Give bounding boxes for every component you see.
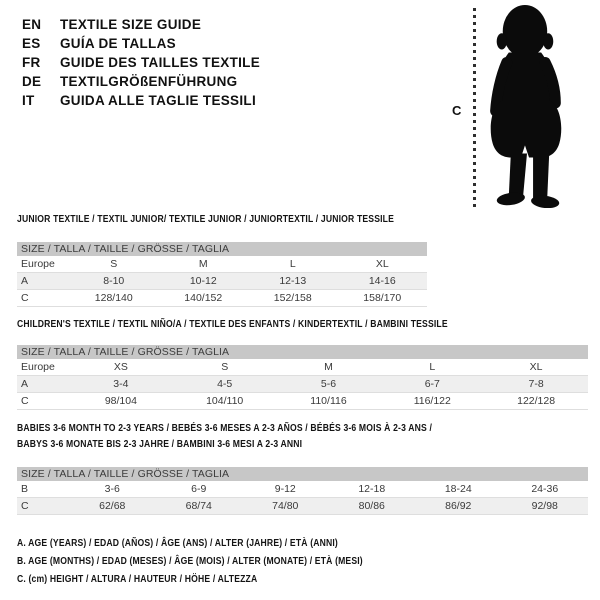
language-code: ES [22,36,41,51]
row-label: Europe [17,256,69,273]
list-item [22,72,260,91]
cell: 62/68 [69,498,156,515]
table-row [17,256,427,273]
table-row [17,376,588,393]
babies-size-table [17,467,588,515]
cell: 68/74 [156,498,243,515]
row-label: A [17,376,69,393]
cell: L [380,359,484,376]
row-label: C [17,498,69,515]
cell: 12-13 [248,273,338,290]
cell: 152/158 [248,290,338,307]
footnote-c: C. (cm) HEIGHT / ALTURA / HAUTEUR / HÖHE / ALTEZZA [17,573,258,585]
footnote-b: B. AGE (MONTHS) / EDAD (MESES) / ÂGE (MOIS) / ALTER (MONATE) / ETÀ (MESI) [17,555,363,567]
language-title: TEXTILE SIZE GUIDE [60,17,202,32]
cell: 86/92 [415,498,502,515]
footnotes [17,534,363,588]
cell: L [248,256,338,273]
row-label: B [17,481,69,498]
section-title: BABIES 3-6 MONTH TO 2-3 YEARS / BEBÉS 3-6 MESES A 2-3 AÑOS / BÉBÉS 3-6 MOIS À 2-3 ANS / [17,422,433,434]
language-title: GUÍA DE TALLAS [60,36,176,51]
cell: M [277,359,381,376]
junior-size-table [17,242,427,307]
cell: 5-6 [277,376,381,393]
cell: 92/98 [502,498,589,515]
cell: S [173,359,277,376]
height-dashed-line [473,8,476,207]
cell: 116/122 [380,393,484,410]
cell: 6-9 [156,481,243,498]
table-row [17,481,588,498]
children-section [17,316,588,410]
language-code: FR [22,55,41,70]
cell: 6-7 [380,376,484,393]
table-row [17,393,588,410]
cell: 14-16 [338,273,428,290]
cell: 128/140 [69,290,159,307]
cell: 80/86 [329,498,416,515]
cell: 122/128 [484,393,588,410]
list-item [22,91,260,110]
cell: 158/170 [338,290,428,307]
language-title: GUIDE DES TAILLES TEXTILE [60,55,261,70]
cell: XS [69,359,173,376]
table-row [17,498,588,515]
cell: 18-24 [415,481,502,498]
footnote-a: A. AGE (YEARS) / EDAD (AÑOS) / ÂGE (ANS) / ALTER (JAHRE) / ETÀ (ANNI) [17,537,338,549]
cell: 10-12 [159,273,249,290]
cell: 3-4 [69,376,173,393]
cell: XL [338,256,428,273]
language-title-list [22,15,260,110]
babies-section [17,420,588,515]
list-item [22,34,260,53]
size-header-bar: SIZE / TALLA / TAILLE / GRÖSSE / TAGLIA [17,467,588,481]
table-row [17,273,427,290]
cell: XL [484,359,588,376]
height-measure-label: C [452,103,462,118]
cell: 7-8 [484,376,588,393]
list-item [22,15,260,34]
size-header-bar: SIZE / TALLA / TAILLE / GRÖSSE / TAGLIA [17,242,427,256]
cell: 104/110 [173,393,277,410]
row-label: A [17,273,69,290]
size-header-bar: SIZE / TALLA / TAILLE / GRÖSSE / TAGLIA [17,345,588,359]
section-title: JUNIOR TEXTILE / TEXTIL JUNIOR/ TEXTILE JUNIOR / JUNIORTEXTIL / JUNIOR TESSILE [17,213,395,225]
row-label: C [17,290,69,307]
cell: 9-12 [242,481,329,498]
table-row [17,290,427,307]
table-row [17,359,588,376]
language-title: GUIDA ALLE TAGLIE TESSILI [60,93,256,108]
cell: M [159,256,249,273]
language-code: DE [22,74,42,89]
row-label: C [17,393,69,410]
section-title: BABYS 3-6 MONATE BIS 2-3 JAHRE / BAMBINI 3-6 MESI A 2-3 ANNI [17,438,303,450]
baby-silhouette-icon [482,4,574,208]
cell: 12-18 [329,481,416,498]
cell: 110/116 [277,393,381,410]
language-code: IT [22,93,35,108]
cell: 8-10 [69,273,159,290]
cell: 24-36 [502,481,589,498]
junior-section [17,211,427,307]
cell: S [69,256,159,273]
children-size-table [17,345,588,410]
section-title: CHILDREN'S TEXTILE / TEXTIL NIÑO/A / TEXTILE DES ENFANTS / KINDERTEXTIL / BAMBINI TESSILE [17,318,448,330]
cell: 3-6 [69,481,156,498]
language-code: EN [22,17,42,32]
cell: 140/152 [159,290,249,307]
language-title: TEXTILGRÖßENFÜHRUNG [60,74,238,89]
cell: 74/80 [242,498,329,515]
list-item [22,53,260,72]
cell: 4-5 [173,376,277,393]
cell: 98/104 [69,393,173,410]
row-label: Europe [17,359,69,376]
